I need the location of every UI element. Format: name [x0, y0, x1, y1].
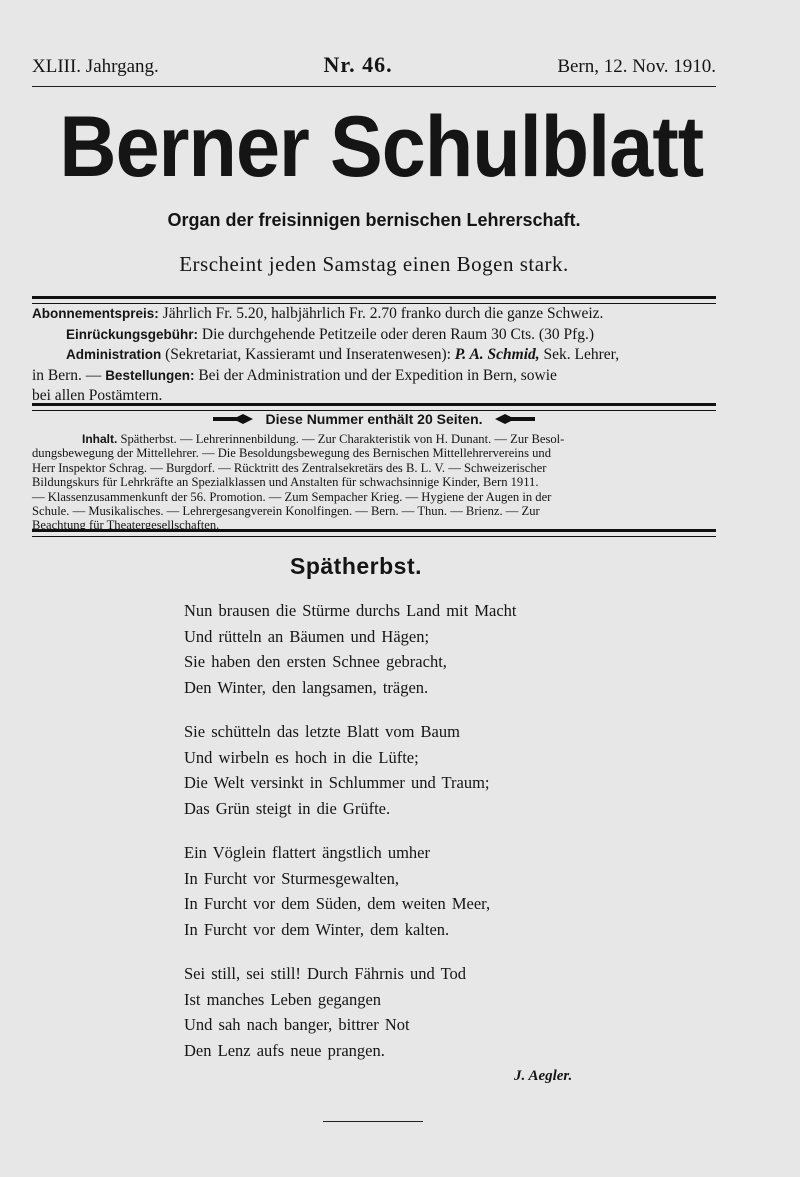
masthead-title: Berner Schulblatt	[59, 99, 704, 195]
order-line3: bei allen Postämtern.	[32, 387, 163, 404]
contents-line: Schule. — Musikalisches. — Lehrergesangverein Konolfingen. — Bern. — Thun. — Brienz. — Zur	[32, 504, 540, 519]
verse-line: In Furcht vor dem Winter, dem kalten.	[184, 919, 450, 939]
verse-line: Den Lenz aufs neue prangen.	[184, 1040, 385, 1060]
admin-rest: Sek. Lehrer,	[543, 346, 620, 363]
poem-stanza	[184, 961, 516, 1063]
verse-line: Nun brausen die Stürme durchs Land mit Macht	[184, 601, 517, 620]
header-rule	[32, 86, 716, 87]
notice-text: Diese Nummer enthält 20 Seiten.	[265, 411, 483, 427]
issue-number: Nr. 46.	[323, 52, 393, 77]
info-top-rule	[32, 296, 716, 304]
verse-line: Sie schütteln das letzte Blatt vom Baum	[184, 722, 460, 741]
contents-line: dungsbewegung der Mittellehrer. — Die Besoldungsbewegung des Bernischen Mittellehrervereins und	[32, 446, 552, 461]
order-label: Bestellungen:	[105, 367, 195, 383]
verse-line: Und sah nach banger, bittrer Not	[184, 1015, 410, 1034]
verse-line: In Furcht vor dem Süden, dem weiten Meer,	[184, 894, 491, 913]
insertion-label: Einrückungsgebühr:	[66, 326, 199, 342]
admin-label: Administration	[66, 347, 162, 362]
verse-line: Das Grün steigt in die Grüfte.	[184, 798, 391, 818]
verse-line: Und rütteln an Bäumen und Hägen;	[184, 626, 430, 646]
info-bottom-rule	[32, 403, 716, 411]
end-rule	[323, 1121, 423, 1122]
verse-line: Die Welt versinkt in Schlummer und Traum;	[184, 773, 490, 792]
verse-line: Und wirbeln es hoch in die Lüfte;	[184, 747, 419, 767]
subscription-info	[32, 304, 716, 407]
verse-line: In Furcht vor Sturmesgewalten,	[184, 868, 399, 888]
verse-line: Sei still, sei still! Durch Fährnis und Tod	[184, 964, 467, 983]
pointing-hand-right-icon	[211, 412, 255, 426]
volume-label: XLIII. Jahrgang.	[32, 56, 159, 77]
contents-line: — Klassenzusammenkunft der 56. Promotion. — Zum Sempacher Krieg. — Hygiene der Augen in der	[32, 489, 552, 504]
place-date: Bern, 12. Nov. 1910.	[557, 56, 716, 77]
table-of-contents	[32, 432, 718, 533]
poem-author: J. Aegler.	[514, 1068, 573, 1084]
poem-stanza	[184, 719, 516, 821]
contents-label: Inhalt.	[82, 432, 118, 446]
verse-line: Ein Vöglein flattert ängstlich umher	[184, 843, 430, 862]
contents-line: Herr Inspektor Schrag. — Burgdorf. — Rücktritt des Zentralsekretärs des B. L. V. — Schweizerischer	[32, 460, 547, 475]
masthead-subtitle: Organ der freisinnigen bernischen Lehrerschaft.	[167, 210, 581, 230]
admin-name: P. A. Schmid,	[454, 346, 540, 363]
abo-label: Abonnementspreis:	[32, 306, 159, 321]
poem-stanza	[184, 598, 516, 700]
page-count-notice	[32, 411, 716, 427]
verse-line: Den Winter, den langsamen, trägen.	[184, 677, 429, 697]
abo-text: Jährlich Fr. 5.20, halbjährlich Fr. 2.70 franko durch die ganze Schweiz.	[162, 305, 604, 322]
contents-line: Bildungskurs für Lehrkräfte an Spezialklassen und Anstalten für schwachsinnige Kinder, Bern 1911.	[32, 475, 539, 490]
issue-header	[32, 52, 716, 80]
insertion-text: Die durchgehende Petitzeile oder deren Raum 30 Cts. (30 Pfg.)	[201, 325, 595, 343]
contents-bottom-rule	[32, 529, 716, 537]
contents-line: Spätherbst. — Lehrerinnenbildung. — Zur Charakteristik von H. Dunant. — Zur Besol-	[120, 432, 565, 446]
order-text: Bei der Administration und der Expedition in Bern, sowie	[198, 366, 557, 384]
pointing-hand-left-icon	[493, 412, 537, 426]
publication-frequency: Erscheint jeden Samstag einen Bogen stark.	[179, 252, 569, 276]
admin-line2: in Bern. —	[32, 366, 102, 384]
verse-line: Sie haben den ersten Schnee gebracht,	[184, 652, 447, 671]
admin-text: (Sekretariat, Kassieramt und Inseratenwesen):	[165, 346, 451, 363]
poem	[184, 598, 516, 1082]
verse-line: Ist manches Leben gegangen	[184, 989, 382, 1009]
poem-stanza	[184, 840, 516, 942]
poem-title: Spätherbst.	[290, 553, 423, 579]
contents-line: Beachtung für Theatergesellschaften.	[32, 518, 220, 533]
